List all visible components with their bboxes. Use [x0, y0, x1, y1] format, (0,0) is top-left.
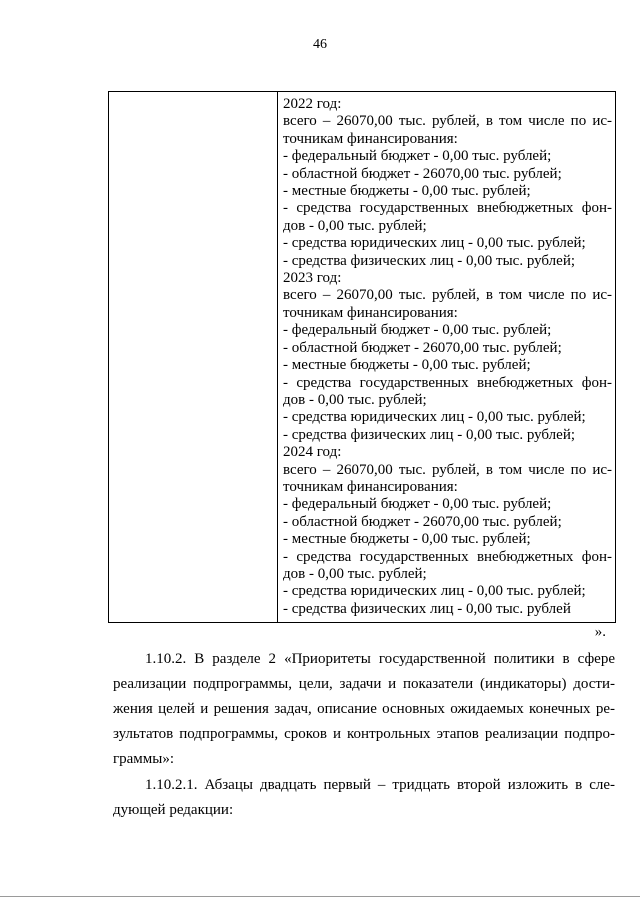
page-number: 46: [313, 37, 327, 52]
table-line: - средства юридических лиц - 0,00 тыс. рублей;: [283, 409, 586, 426]
table-line: - федеральный бюджет - 0,00 тыс. рублей;: [283, 496, 552, 513]
table-line: - средства физических лиц - 0,00 тыс. рублей;: [283, 252, 576, 269]
table-line: - федеральный бюджет - 0,00 тыс. рублей;: [283, 148, 552, 165]
table-line: всего – 26070,00 тыс. рублей, в том числе по ис-: [283, 461, 612, 478]
table-line: - средства государственных внебюджетных фон-: [283, 374, 612, 391]
table-line: 2024 год:: [283, 444, 342, 461]
table-line: 2023 год:: [283, 270, 342, 287]
table-line: - местные бюджеты - 0,00 тыс. рублей;: [283, 183, 531, 200]
table-line: дов - 0,00 тыс. рублей;: [283, 391, 427, 408]
table-line: всего – 26070,00 тыс. рублей, в том числе по ис-: [283, 287, 612, 304]
table-line: - средства государственных внебюджетных фон-: [283, 548, 612, 565]
paragraph-line: зультатов подпрограммы, сроков и контрольных этапов реализации подпро-: [113, 726, 615, 742]
table-line: - местные бюджеты - 0,00 тыс. рублей;: [283, 531, 531, 548]
table-line: - федеральный бюджет - 0,00 тыс. рублей;: [283, 322, 552, 339]
financing-lines: [278, 92, 615, 622]
table-line: дов - 0,00 тыс. рублей;: [283, 217, 427, 234]
table-line: - средства физических лиц - 0,00 тыс. рублей: [283, 600, 571, 617]
table-line: точникам финансирования:: [283, 130, 458, 147]
table-line: - средства юридических лиц - 0,00 тыс. рублей;: [283, 583, 586, 600]
table-line: 2022 год:: [283, 96, 342, 112]
table-cell-financing: [278, 92, 616, 623]
table-line: - областной бюджет - 26070,00 тыс. рублей;: [283, 513, 562, 530]
table-line: - областной бюджет - 26070,00 тыс. рублей;: [283, 165, 562, 182]
paragraph-line: жения целей и решения задач, описание основных ожидаемых конечных ре-: [113, 701, 615, 717]
table-cell-empty: [109, 92, 278, 623]
paragraph-line: 1.10.2. В разделе 2 «Приоритеты государственной политики в сфере: [145, 651, 615, 667]
table-line: - средства юридических лиц - 0,00 тыс. рублей;: [283, 235, 586, 252]
paragraph-1-10-2-1: [113, 773, 615, 823]
paragraph-line: граммы»:: [113, 751, 175, 767]
table-line: дов - 0,00 тыс. рублей;: [283, 565, 427, 582]
table-line: точникам финансирования:: [283, 304, 458, 321]
table-line: - средства государственных внебюджетных фон-: [283, 200, 612, 217]
table-line: - областной бюджет - 26070,00 тыс. рублей;: [283, 339, 562, 356]
table-line: точникам финансирования:: [283, 478, 458, 495]
paragraph-line: 1.10.2.1. Абзацы двадцать первый – тридцать второй изложить в сле-: [145, 777, 615, 793]
paragraph-line: реализации подпрограммы, цели, задачи и показатели (индикаторы) дости-: [113, 676, 615, 692]
table-line: - местные бюджеты - 0,00 тыс. рублей;: [283, 357, 531, 374]
paragraph-1-10-2: [113, 647, 615, 772]
bottom-divider: [0, 896, 640, 897]
table-row: [109, 92, 616, 623]
table-line: - средства физических лиц - 0,00 тыс. рублей;: [283, 426, 576, 443]
table-line: всего – 26070,00 тыс. рублей, в том числе по ис-: [283, 113, 612, 130]
financing-table: [108, 91, 616, 623]
closing-quote: ».: [594, 624, 606, 640]
paragraph-line: дующей редакции:: [113, 802, 234, 818]
